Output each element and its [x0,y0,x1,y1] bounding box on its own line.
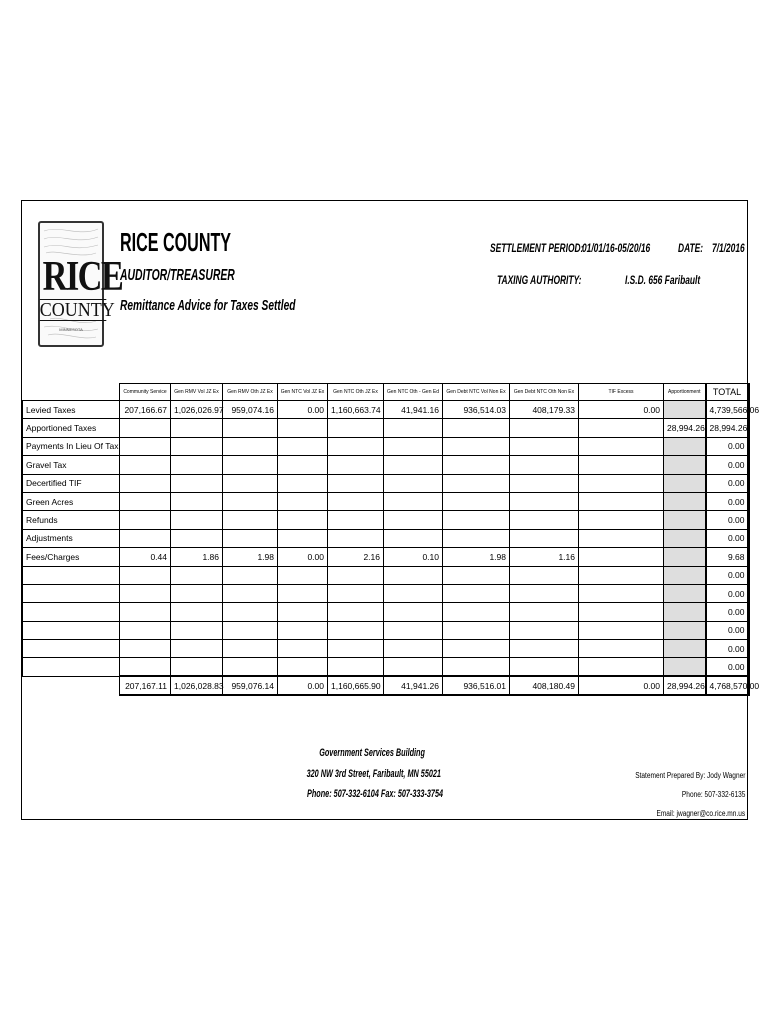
table-cell [278,419,328,437]
table-cell [443,603,510,621]
table-cell [384,456,443,474]
table-cell [664,566,706,584]
row-label [23,603,120,621]
table-cell: 0.44 [120,548,171,566]
table-cell [510,511,579,529]
table-cell [328,529,384,547]
table-cell [328,603,384,621]
table-cell [223,566,278,584]
table-cell [120,603,171,621]
table-cell [328,492,384,510]
table-cell: 28,994.26 [664,419,706,437]
table-cell: 0.10 [384,548,443,566]
column-header: Gen NTC Oth JZ Ex [328,384,384,401]
table-cell: 9.68 [706,548,749,566]
column-header: TOTAL [706,384,749,401]
table-cell: 1.98 [223,548,278,566]
totals-label-cell [23,676,120,694]
table-cell [171,529,223,547]
table-cell [328,640,384,658]
table-cell [443,456,510,474]
table-cell [171,474,223,492]
table-cell [579,658,664,676]
table-cell: 959,074.16 [223,401,278,419]
prepared-by: Statement Prepared By: Jody Wagner [634,771,745,780]
table-cell: 0.00 [706,529,749,547]
table-cell [171,603,223,621]
table-cell [664,456,706,474]
table-cell [223,437,278,455]
table-cell: 0.00 [706,640,749,658]
table-row [23,548,749,566]
column-header: Gen Debt NTC Oth Non Ex [510,384,579,401]
table-cell [328,584,384,602]
logo-state-text: MINNESOTA [59,327,83,332]
table-cell [443,437,510,455]
table-cell [223,584,278,602]
table-cell: 0.00 [706,566,749,584]
table-cell [171,658,223,676]
table-cell: 0.00 [579,401,664,419]
table-cell [278,621,328,639]
table-cell [171,456,223,474]
table-cell [278,658,328,676]
table-cell [510,640,579,658]
table-row [23,621,749,639]
row-label: Refunds [23,511,120,529]
table-cell [664,437,706,455]
table-cell [664,548,706,566]
table-cell [223,529,278,547]
table-cell [384,474,443,492]
table-cell [278,640,328,658]
table-cell [443,640,510,658]
taxing-authority-label: TAXING AUTHORITY: [497,273,582,287]
table-cell [171,566,223,584]
table-row [23,419,749,437]
table-cell [120,511,171,529]
date-label: DATE: [678,241,704,255]
table-row [23,584,749,602]
page-subtitle: AUDITOR/TREASURER [120,267,235,284]
row-label [23,584,120,602]
table-cell: 1.98 [443,548,510,566]
table-row [23,492,749,510]
table-cell: 0.00 [706,621,749,639]
row-label [23,566,120,584]
table-cell: 0.00 [278,548,328,566]
table-cell [384,621,443,639]
table-cell [278,511,328,529]
logo-county-text: COUNTY [39,299,115,321]
table-cell [171,437,223,455]
table-cell [278,566,328,584]
table-cell [120,437,171,455]
table-cell [664,603,706,621]
table-row [23,640,749,658]
column-header: Gen RMV Oth JZ Ex [223,384,278,401]
table-cell [384,529,443,547]
table-cell [510,529,579,547]
table-cell [664,492,706,510]
table-cell [510,566,579,584]
table-cell: 408,179.33 [510,401,579,419]
column-header: Gen Debt NTC Vol Non Ex [443,384,510,401]
table-cell [443,492,510,510]
total-cell: 959,076.14 [223,676,278,694]
table-cell [579,529,664,547]
table-cell [120,456,171,474]
table-cell [328,437,384,455]
table-cell [443,419,510,437]
total-cell: 1,160,665.90 [328,676,384,694]
total-cell: 0.00 [579,676,664,694]
table-cell: 1,026,026.97 [171,401,223,419]
table-cell: 0.00 [706,492,749,510]
table-cell: 0.00 [706,584,749,602]
table-cell: 1.86 [171,548,223,566]
table-cell [278,474,328,492]
table-cell [120,566,171,584]
table-cell [443,474,510,492]
table-cell [223,658,278,676]
table-cell [120,640,171,658]
row-label: Gravel Tax [23,456,120,474]
table-cell [579,584,664,602]
table-cell [443,566,510,584]
table-cell [510,437,579,455]
table-cell [510,603,579,621]
table-cell: 207,166.67 [120,401,171,419]
table-cell [664,584,706,602]
table-cell [384,658,443,676]
table-cell: 41,941.16 [384,401,443,419]
table-cell [579,511,664,529]
row-label: Levied Taxes [23,401,120,419]
column-header: Community Service [120,384,171,401]
table-cell: 28,994.26 [706,419,749,437]
table-cell [328,658,384,676]
table-cell [328,419,384,437]
table-cell [223,492,278,510]
table-cell [171,492,223,510]
table-cell [384,437,443,455]
table-row [23,511,749,529]
table-row [23,658,749,676]
table-cell [664,658,706,676]
table-cell: 0.00 [706,511,749,529]
table-cell [579,566,664,584]
total-cell: 207,167.11 [120,676,171,694]
prepared-email: Email: jwagner@co.rice.mn.us [656,809,745,818]
column-header: Gen NTC Oth - Gen Ed [384,384,443,401]
totals-row [23,676,749,694]
table-cell [223,640,278,658]
table-cell [223,603,278,621]
table-cell [384,584,443,602]
table-cell [579,548,664,566]
table-cell [120,474,171,492]
table-cell: 4,739,566.06 [706,401,749,419]
table-cell: 0.00 [706,603,749,621]
table-cell [664,401,706,419]
table-cell [278,456,328,474]
table-cell [510,474,579,492]
row-label [23,640,120,658]
table-cell [328,621,384,639]
table-cell [120,492,171,510]
table-cell [579,437,664,455]
table-cell: 0.00 [706,474,749,492]
table-cell [510,456,579,474]
prepared-phone: Phone: 507-332-6135 [681,790,745,799]
table-cell: 936,514.03 [443,401,510,419]
table-cell [384,511,443,529]
table-cell [510,419,579,437]
row-label: Apportioned Taxes [23,419,120,437]
column-header: Gen RMV Vol JZ Ex [171,384,223,401]
logo-rice-text: RICE [42,254,123,300]
row-label: Fees/Charges [23,548,120,566]
table-cell [278,437,328,455]
table-cell [384,492,443,510]
table-cell [223,621,278,639]
table-cell [579,640,664,658]
table-cell [510,621,579,639]
total-cell: 0.00 [278,676,328,694]
table-cell [120,584,171,602]
table-cell: 2.16 [328,548,384,566]
settlement-period-value: 01/01/16-05/20/16 [582,241,651,255]
table-cell [443,511,510,529]
table-cell [328,474,384,492]
table-cell [664,474,706,492]
building-name: Government Services Building [319,747,425,759]
column-header: Apportionment [664,384,706,401]
table-cell [278,603,328,621]
column-header: Gen NTC Vol JZ Ex [278,384,328,401]
table-row [23,437,749,455]
taxing-authority-value: I.S.D. 656 Faribault [625,273,701,287]
table-cell [278,584,328,602]
table-cell [223,511,278,529]
table-cell [579,603,664,621]
table-cell [328,511,384,529]
table-cell [384,603,443,621]
table-cell [579,474,664,492]
table-cell [171,419,223,437]
table-cell [120,419,171,437]
date-value: 7/1/2016 [712,241,745,255]
table-cell [510,492,579,510]
row-label: Payments In Lieu Of Tax [23,437,120,455]
table-cell [120,621,171,639]
row-label: Green Acres [23,492,120,510]
table-cell [171,511,223,529]
total-cell: 28,994.26 [664,676,706,694]
table-cell: 1.16 [510,548,579,566]
row-label [23,658,120,676]
table-cell [384,419,443,437]
table-cell [443,529,510,547]
building-address: 320 NW 3rd Street, Faribault, MN 55021 [306,768,441,780]
table-cell [579,419,664,437]
building-phone-fax: Phone: 507-332-6104 Fax: 507-333-3754 [307,788,444,800]
table-row [23,529,749,547]
table-cell [510,584,579,602]
table-cell: 0.00 [706,456,749,474]
total-cell: 1,026,028.83 [171,676,223,694]
table-cell [664,529,706,547]
table-row [23,603,749,621]
table-cell [384,566,443,584]
table-cell [223,419,278,437]
table-cell [579,492,664,510]
table-cell [664,621,706,639]
table-cell [223,474,278,492]
remittance-document [21,200,760,820]
table-cell [120,658,171,676]
column-header-row [23,384,749,401]
row-label: Adjustments [23,529,120,547]
total-cell: 4,768,570.00 [706,676,749,694]
total-cell: 936,516.01 [443,676,510,694]
table-cell: 0.00 [278,401,328,419]
header-blank-cell [23,384,120,401]
table-cell [328,456,384,474]
table-cell [171,584,223,602]
table-cell [664,511,706,529]
table-row [23,474,749,492]
table-cell [443,584,510,602]
page-title: RICE COUNTY [120,227,232,257]
row-label: Decertified TIF [23,474,120,492]
table-cell [579,456,664,474]
table-cell [171,621,223,639]
rice-county-logo [38,221,123,347]
table-cell [579,621,664,639]
settlement-period-label: SETTLEMENT PERIOD: [490,241,584,255]
table-row [23,401,749,419]
column-header: TIF Excess [579,384,664,401]
table-cell [171,640,223,658]
remittance-table [22,383,760,696]
remittance-heading: Remittance Advice for Taxes Settled [120,297,296,314]
table-cell: 0.00 [706,437,749,455]
table-cell [443,621,510,639]
table-cell [278,529,328,547]
table-row [23,456,749,474]
table-cell [664,640,706,658]
total-cell: 408,180.49 [510,676,579,694]
table-cell: 0.00 [706,658,749,676]
table-cell [443,658,510,676]
table-cell: 1,160,663.74 [328,401,384,419]
table-cell [328,566,384,584]
table-cell [278,492,328,510]
table-cell [384,640,443,658]
table-cell [510,658,579,676]
table-cell [223,456,278,474]
total-cell: 41,941.26 [384,676,443,694]
row-label [23,621,120,639]
table-row [23,566,749,584]
table-cell [120,529,171,547]
